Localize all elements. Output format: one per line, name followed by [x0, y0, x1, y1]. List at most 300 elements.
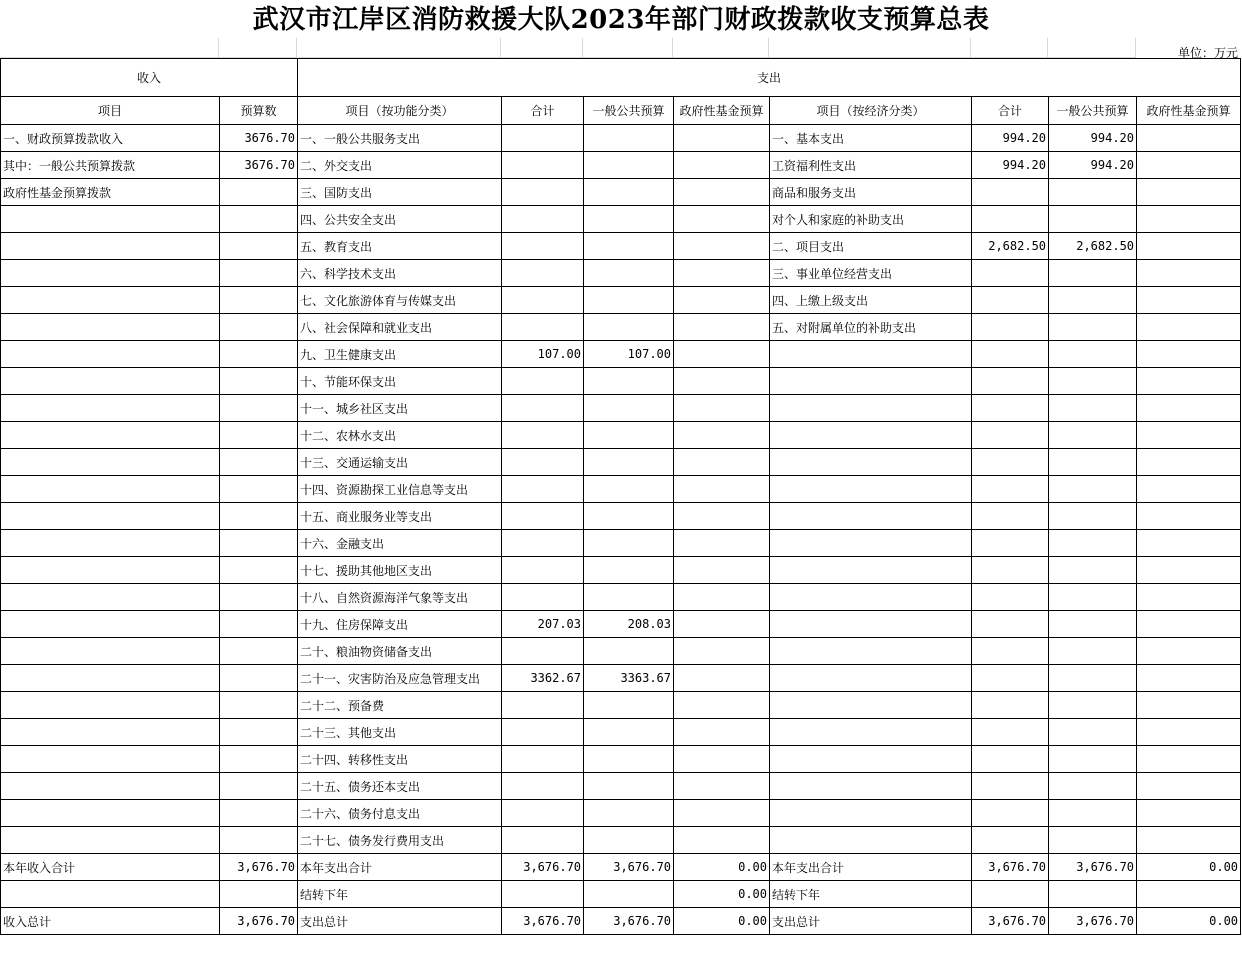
func-general-cell[interactable]: [584, 368, 674, 395]
econ-item-cell[interactable]: [770, 719, 972, 746]
econ-general-cell[interactable]: 2,682.50: [1049, 233, 1137, 260]
econ-fund-cell[interactable]: [1137, 233, 1241, 260]
func-total-cell[interactable]: [502, 287, 584, 314]
econ-item-cell[interactable]: [770, 584, 972, 611]
econ-total-cell[interactable]: [972, 341, 1049, 368]
func-item-cell[interactable]: 七、文化旅游体育与传媒支出: [298, 287, 502, 314]
income-item-cell[interactable]: [1, 314, 220, 341]
income-item-cell[interactable]: [1, 422, 220, 449]
econ-fund-cell[interactable]: [1137, 719, 1241, 746]
income-budget-cell[interactable]: [220, 422, 298, 449]
func-fund-cell[interactable]: [674, 746, 770, 773]
income-item-cell[interactable]: [1, 206, 220, 233]
func-general-cell[interactable]: [584, 530, 674, 557]
func-general-cell[interactable]: [584, 719, 674, 746]
func-item-cell[interactable]: 一、一般公共服务支出: [298, 125, 502, 152]
econ-fund-cell[interactable]: [1137, 368, 1241, 395]
income-item-cell[interactable]: [1, 341, 220, 368]
func-total-cell[interactable]: [502, 206, 584, 233]
func-general-cell[interactable]: [584, 476, 674, 503]
econ-item-cell[interactable]: [770, 665, 972, 692]
func-total-cell[interactable]: [502, 152, 584, 179]
func-general-cell[interactable]: [584, 314, 674, 341]
econ-total-cell[interactable]: 994.20: [972, 125, 1049, 152]
func-item-cell[interactable]: 十七、援助其他地区支出: [298, 557, 502, 584]
income-item-cell[interactable]: 其中：一般公共预算拨款: [1, 152, 220, 179]
func-item-cell[interactable]: 二十五、债务还本支出: [298, 773, 502, 800]
func-item-cell[interactable]: 九、卫生健康支出: [298, 341, 502, 368]
econ-item-cell[interactable]: 二、项目支出: [770, 233, 972, 260]
func-total-cell[interactable]: [502, 449, 584, 476]
econ-total-cell[interactable]: [972, 314, 1049, 341]
income-budget-cell[interactable]: 3,676.70: [220, 854, 298, 881]
econ-fund-cell[interactable]: [1137, 260, 1241, 287]
econ-item-cell[interactable]: [770, 449, 972, 476]
income-item-cell[interactable]: 政府性基金预算拨款: [1, 179, 220, 206]
income-budget-cell[interactable]: [220, 584, 298, 611]
func-item-cell[interactable]: 六、科学技术支出: [298, 260, 502, 287]
func-item-cell[interactable]: 结转下年: [298, 881, 502, 908]
econ-total-cell[interactable]: [972, 773, 1049, 800]
func-fund-cell[interactable]: [674, 449, 770, 476]
func-general-cell[interactable]: [584, 152, 674, 179]
econ-fund-cell[interactable]: [1137, 800, 1241, 827]
econ-general-cell[interactable]: [1049, 557, 1137, 584]
econ-general-cell[interactable]: [1049, 827, 1137, 854]
func-total-cell[interactable]: [502, 314, 584, 341]
income-budget-cell[interactable]: [220, 476, 298, 503]
econ-general-header[interactable]: 一般公共预算: [1049, 97, 1137, 125]
econ-fund-cell[interactable]: [1137, 557, 1241, 584]
func-total-cell[interactable]: [502, 638, 584, 665]
econ-general-cell[interactable]: 3,676.70: [1049, 854, 1137, 881]
func-total-cell[interactable]: 3,676.70: [502, 908, 584, 935]
econ-general-cell[interactable]: [1049, 530, 1137, 557]
income-item-cell[interactable]: [1, 719, 220, 746]
func-general-cell[interactable]: 208.03: [584, 611, 674, 638]
econ-total-cell[interactable]: [972, 665, 1049, 692]
func-total-cell[interactable]: [502, 125, 584, 152]
econ-fund-cell[interactable]: [1137, 206, 1241, 233]
econ-fund-cell[interactable]: [1137, 638, 1241, 665]
item-header[interactable]: 项目: [1, 97, 220, 125]
func-fund-cell[interactable]: [674, 314, 770, 341]
func-fund-cell[interactable]: [674, 665, 770, 692]
econ-total-cell[interactable]: [972, 827, 1049, 854]
econ-general-cell[interactable]: [1049, 746, 1137, 773]
func-fund-cell[interactable]: [674, 611, 770, 638]
func-item-cell[interactable]: 八、社会保障和就业支出: [298, 314, 502, 341]
func-item-cell[interactable]: 四、公共安全支出: [298, 206, 502, 233]
econ-total-cell[interactable]: 3,676.70: [972, 854, 1049, 881]
func-general-cell[interactable]: [584, 179, 674, 206]
income-budget-cell[interactable]: [220, 557, 298, 584]
func-total-cell[interactable]: [502, 260, 584, 287]
econ-general-cell[interactable]: [1049, 368, 1137, 395]
func-fund-cell[interactable]: [674, 287, 770, 314]
income-budget-cell[interactable]: [220, 530, 298, 557]
econ-total-cell[interactable]: [972, 287, 1049, 314]
econ-total-cell[interactable]: 3,676.70: [972, 908, 1049, 935]
econ-general-cell[interactable]: [1049, 800, 1137, 827]
econ-general-cell[interactable]: [1049, 638, 1137, 665]
econ-fund-cell[interactable]: [1137, 665, 1241, 692]
func-item-cell[interactable]: 十五、商业服务业等支出: [298, 503, 502, 530]
income-item-cell[interactable]: [1, 638, 220, 665]
income-item-cell[interactable]: [1, 611, 220, 638]
econ-total-cell[interactable]: [972, 692, 1049, 719]
income-item-cell[interactable]: [1, 287, 220, 314]
income-budget-cell[interactable]: [220, 179, 298, 206]
func-general-cell[interactable]: [584, 287, 674, 314]
blank-cell[interactable]: [673, 38, 769, 58]
func-fund-cell[interactable]: [674, 827, 770, 854]
income-budget-cell[interactable]: [220, 449, 298, 476]
econ-general-cell[interactable]: 994.20: [1049, 125, 1137, 152]
income-budget-cell[interactable]: 3676.70: [220, 152, 298, 179]
econ-item-cell[interactable]: [770, 368, 972, 395]
func-general-cell[interactable]: [584, 206, 674, 233]
func-general-cell[interactable]: [584, 692, 674, 719]
econ-total-cell[interactable]: [972, 719, 1049, 746]
econ-item-cell[interactable]: [770, 827, 972, 854]
econ-fund-cell[interactable]: [1137, 881, 1241, 908]
blank-cell[interactable]: [0, 38, 219, 58]
econ-fund-cell[interactable]: 0.00: [1137, 908, 1241, 935]
income-budget-cell[interactable]: [220, 719, 298, 746]
income-item-cell[interactable]: [1, 449, 220, 476]
blank-cell[interactable]: [583, 38, 673, 58]
func-item-cell[interactable]: 二十一、灾害防治及应急管理支出: [298, 665, 502, 692]
func-item-cell[interactable]: 十六、金融支出: [298, 530, 502, 557]
func-item-cell[interactable]: 十三、交通运输支出: [298, 449, 502, 476]
budget-header[interactable]: 预算数: [220, 97, 298, 125]
func-fund-cell[interactable]: [674, 584, 770, 611]
econ-item-cell[interactable]: 本年支出合计: [770, 854, 972, 881]
func-fund-cell[interactable]: 0.00: [674, 881, 770, 908]
func-total-cell[interactable]: [502, 179, 584, 206]
func-general-cell[interactable]: [584, 557, 674, 584]
econ-fund-cell[interactable]: [1137, 395, 1241, 422]
income-item-cell[interactable]: [1, 260, 220, 287]
income-item-cell[interactable]: [1, 476, 220, 503]
econ-item-cell[interactable]: [770, 422, 972, 449]
econ-total-cell[interactable]: [972, 557, 1049, 584]
econ-item-cell[interactable]: [770, 773, 972, 800]
income-budget-cell[interactable]: 3676.70: [220, 125, 298, 152]
income-budget-cell[interactable]: [220, 611, 298, 638]
income-budget-cell[interactable]: [220, 881, 298, 908]
econ-general-cell[interactable]: [1049, 719, 1137, 746]
econ-item-cell[interactable]: [770, 476, 972, 503]
func-item-cell[interactable]: 二十三、其他支出: [298, 719, 502, 746]
func-total-cell[interactable]: [502, 368, 584, 395]
func-general-cell[interactable]: [584, 584, 674, 611]
econ-item-header[interactable]: 项目（按经济分类）: [770, 97, 972, 125]
econ-item-cell[interactable]: 五、对附属单位的补助支出: [770, 314, 972, 341]
econ-total-cell[interactable]: [972, 476, 1049, 503]
econ-fund-cell[interactable]: [1137, 422, 1241, 449]
econ-fund-cell[interactable]: [1137, 692, 1241, 719]
econ-general-cell[interactable]: [1049, 287, 1137, 314]
func-fund-cell[interactable]: [674, 557, 770, 584]
econ-total-cell[interactable]: [972, 881, 1049, 908]
econ-fund-cell[interactable]: [1137, 287, 1241, 314]
func-general-cell[interactable]: [584, 881, 674, 908]
econ-general-cell[interactable]: [1049, 395, 1137, 422]
econ-fund-cell[interactable]: [1137, 314, 1241, 341]
econ-total-cell[interactable]: [972, 449, 1049, 476]
income-budget-cell[interactable]: [220, 800, 298, 827]
func-item-cell[interactable]: 十、节能环保支出: [298, 368, 502, 395]
func-general-cell[interactable]: [584, 638, 674, 665]
income-item-cell[interactable]: [1, 233, 220, 260]
econ-general-cell[interactable]: [1049, 449, 1137, 476]
income-budget-cell[interactable]: [220, 287, 298, 314]
income-budget-cell[interactable]: [220, 314, 298, 341]
func-total-header[interactable]: 合计: [502, 97, 584, 125]
income-item-cell[interactable]: 一、财政预算拨款收入: [1, 125, 220, 152]
econ-total-cell[interactable]: [972, 368, 1049, 395]
econ-general-cell[interactable]: [1049, 611, 1137, 638]
func-fund-cell[interactable]: [674, 800, 770, 827]
econ-fund-cell[interactable]: 0.00: [1137, 854, 1241, 881]
func-total-cell[interactable]: [502, 233, 584, 260]
econ-general-cell[interactable]: 994.20: [1049, 152, 1137, 179]
blank-cell[interactable]: [297, 38, 501, 58]
econ-fund-cell[interactable]: [1137, 584, 1241, 611]
econ-fund-cell[interactable]: [1137, 179, 1241, 206]
func-fund-cell[interactable]: [674, 341, 770, 368]
expense-header[interactable]: 支出: [298, 59, 1241, 97]
income-budget-cell[interactable]: [220, 341, 298, 368]
econ-general-cell[interactable]: [1049, 260, 1137, 287]
func-item-cell[interactable]: 三、国防支出: [298, 179, 502, 206]
func-fund-header[interactable]: 政府性基金预算: [674, 97, 770, 125]
econ-item-cell[interactable]: 对个人和家庭的补助支出: [770, 206, 972, 233]
income-budget-cell[interactable]: [220, 503, 298, 530]
income-item-cell[interactable]: [1, 800, 220, 827]
econ-item-cell[interactable]: 三、事业单位经营支出: [770, 260, 972, 287]
func-item-cell[interactable]: 二十七、债务发行费用支出: [298, 827, 502, 854]
econ-general-cell[interactable]: [1049, 206, 1137, 233]
income-item-cell[interactable]: [1, 773, 220, 800]
econ-total-cell[interactable]: 994.20: [972, 152, 1049, 179]
econ-total-cell[interactable]: [972, 800, 1049, 827]
econ-general-cell[interactable]: [1049, 692, 1137, 719]
func-total-cell[interactable]: [502, 476, 584, 503]
func-fund-cell[interactable]: [674, 422, 770, 449]
econ-general-cell[interactable]: [1049, 773, 1137, 800]
econ-general-cell[interactable]: 3,676.70: [1049, 908, 1137, 935]
func-general-cell[interactable]: [584, 260, 674, 287]
econ-total-cell[interactable]: [972, 611, 1049, 638]
econ-item-cell[interactable]: 一、基本支出: [770, 125, 972, 152]
income-budget-cell[interactable]: [220, 665, 298, 692]
econ-fund-cell[interactable]: [1137, 152, 1241, 179]
func-total-cell[interactable]: [502, 881, 584, 908]
func-total-cell[interactable]: [502, 800, 584, 827]
func-general-cell[interactable]: 3,676.70: [584, 908, 674, 935]
income-budget-cell[interactable]: [220, 746, 298, 773]
econ-item-cell[interactable]: [770, 746, 972, 773]
income-item-cell[interactable]: [1, 692, 220, 719]
econ-fund-cell[interactable]: [1137, 125, 1241, 152]
func-fund-cell[interactable]: [674, 503, 770, 530]
econ-fund-cell[interactable]: [1137, 773, 1241, 800]
func-total-cell[interactable]: [502, 719, 584, 746]
func-fund-cell[interactable]: [674, 476, 770, 503]
econ-total-cell[interactable]: [972, 584, 1049, 611]
func-total-cell[interactable]: [502, 557, 584, 584]
func-item-cell[interactable]: 十八、自然资源海洋气象等支出: [298, 584, 502, 611]
econ-item-cell[interactable]: [770, 530, 972, 557]
func-fund-cell[interactable]: [674, 179, 770, 206]
func-general-cell[interactable]: 107.00: [584, 341, 674, 368]
econ-total-cell[interactable]: [972, 206, 1049, 233]
econ-total-cell[interactable]: [972, 179, 1049, 206]
econ-item-cell[interactable]: 支出总计: [770, 908, 972, 935]
func-total-cell[interactable]: [502, 503, 584, 530]
income-item-cell[interactable]: [1, 530, 220, 557]
income-budget-cell[interactable]: [220, 827, 298, 854]
func-general-cell[interactable]: [584, 800, 674, 827]
income-item-cell[interactable]: [1, 557, 220, 584]
func-item-cell[interactable]: 二、外交支出: [298, 152, 502, 179]
income-budget-cell[interactable]: [220, 233, 298, 260]
econ-fund-cell[interactable]: [1137, 341, 1241, 368]
blank-cell[interactable]: [769, 38, 971, 58]
func-item-cell[interactable]: 二十六、债务付息支出: [298, 800, 502, 827]
func-fund-cell[interactable]: [674, 152, 770, 179]
econ-item-cell[interactable]: [770, 638, 972, 665]
func-fund-cell[interactable]: [674, 260, 770, 287]
income-budget-cell[interactable]: [220, 368, 298, 395]
income-header[interactable]: 收入: [1, 59, 298, 97]
func-item-header[interactable]: 项目（按功能分类）: [298, 97, 502, 125]
income-budget-cell[interactable]: [220, 773, 298, 800]
func-item-cell[interactable]: 二十二、预备费: [298, 692, 502, 719]
func-item-cell[interactable]: 二十、粮油物资储备支出: [298, 638, 502, 665]
econ-general-cell[interactable]: [1049, 179, 1137, 206]
func-item-cell[interactable]: 五、教育支出: [298, 233, 502, 260]
func-total-cell[interactable]: 107.00: [502, 341, 584, 368]
econ-fund-header[interactable]: 政府性基金预算: [1137, 97, 1241, 125]
func-general-header[interactable]: 一般公共预算: [584, 97, 674, 125]
income-item-cell[interactable]: [1, 503, 220, 530]
func-fund-cell[interactable]: [674, 368, 770, 395]
econ-item-cell[interactable]: [770, 800, 972, 827]
econ-item-cell[interactable]: 四、上缴上级支出: [770, 287, 972, 314]
income-budget-cell[interactable]: [220, 206, 298, 233]
econ-item-cell[interactable]: [770, 341, 972, 368]
func-general-cell[interactable]: 3363.67: [584, 665, 674, 692]
func-total-cell[interactable]: [502, 422, 584, 449]
income-budget-cell[interactable]: [220, 395, 298, 422]
econ-total-cell[interactable]: [972, 422, 1049, 449]
econ-general-cell[interactable]: [1049, 584, 1137, 611]
func-fund-cell[interactable]: [674, 719, 770, 746]
econ-item-cell[interactable]: [770, 692, 972, 719]
income-item-cell[interactable]: 本年收入合计: [1, 854, 220, 881]
func-general-cell[interactable]: [584, 449, 674, 476]
econ-fund-cell[interactable]: [1137, 449, 1241, 476]
income-item-cell[interactable]: [1, 584, 220, 611]
func-fund-cell[interactable]: [674, 692, 770, 719]
econ-fund-cell[interactable]: [1137, 746, 1241, 773]
econ-general-cell[interactable]: [1049, 665, 1137, 692]
func-item-cell[interactable]: 支出总计: [298, 908, 502, 935]
econ-item-cell[interactable]: 商品和服务支出: [770, 179, 972, 206]
func-fund-cell[interactable]: 0.00: [674, 854, 770, 881]
func-total-cell[interactable]: 3,676.70: [502, 854, 584, 881]
econ-total-cell[interactable]: [972, 395, 1049, 422]
func-total-cell[interactable]: [502, 584, 584, 611]
func-item-cell[interactable]: 二十四、转移性支出: [298, 746, 502, 773]
func-general-cell[interactable]: [584, 125, 674, 152]
econ-fund-cell[interactable]: [1137, 530, 1241, 557]
func-total-cell[interactable]: [502, 746, 584, 773]
income-item-cell[interactable]: [1, 827, 220, 854]
econ-item-cell[interactable]: [770, 557, 972, 584]
income-item-cell[interactable]: [1, 881, 220, 908]
func-item-cell[interactable]: 十一、城乡社区支出: [298, 395, 502, 422]
func-total-cell[interactable]: [502, 530, 584, 557]
income-item-cell[interactable]: [1, 368, 220, 395]
econ-fund-cell[interactable]: [1137, 476, 1241, 503]
econ-general-cell[interactable]: [1049, 422, 1137, 449]
blank-cell[interactable]: [501, 38, 583, 58]
income-budget-cell[interactable]: [220, 692, 298, 719]
func-fund-cell[interactable]: [674, 773, 770, 800]
func-general-cell[interactable]: [584, 827, 674, 854]
func-general-cell[interactable]: [584, 395, 674, 422]
func-total-cell[interactable]: [502, 827, 584, 854]
econ-general-cell[interactable]: [1049, 881, 1137, 908]
func-fund-cell[interactable]: [674, 530, 770, 557]
func-item-cell[interactable]: 十四、资源勘探工业信息等支出: [298, 476, 502, 503]
func-total-cell[interactable]: [502, 692, 584, 719]
econ-item-cell[interactable]: [770, 395, 972, 422]
income-budget-cell[interactable]: [220, 638, 298, 665]
func-fund-cell[interactable]: [674, 395, 770, 422]
func-item-cell[interactable]: 本年支出合计: [298, 854, 502, 881]
econ-total-cell[interactable]: [972, 746, 1049, 773]
blank-cell[interactable]: [1048, 38, 1136, 58]
econ-fund-cell[interactable]: [1137, 827, 1241, 854]
func-item-cell[interactable]: 十九、住房保障支出: [298, 611, 502, 638]
econ-item-cell[interactable]: 工资福利性支出: [770, 152, 972, 179]
func-general-cell[interactable]: [584, 503, 674, 530]
econ-item-cell[interactable]: 结转下年: [770, 881, 972, 908]
econ-total-cell[interactable]: [972, 503, 1049, 530]
econ-total-cell[interactable]: [972, 638, 1049, 665]
income-item-cell[interactable]: [1, 746, 220, 773]
econ-general-cell[interactable]: [1049, 503, 1137, 530]
func-total-cell[interactable]: 3362.67: [502, 665, 584, 692]
func-total-cell[interactable]: 207.03: [502, 611, 584, 638]
func-total-cell[interactable]: [502, 773, 584, 800]
econ-fund-cell[interactable]: [1137, 503, 1241, 530]
econ-general-cell[interactable]: [1049, 476, 1137, 503]
func-fund-cell[interactable]: [674, 125, 770, 152]
func-fund-cell[interactable]: [674, 206, 770, 233]
income-budget-cell[interactable]: 3,676.70: [220, 908, 298, 935]
econ-general-cell[interactable]: [1049, 314, 1137, 341]
econ-total-cell[interactable]: [972, 260, 1049, 287]
func-fund-cell[interactable]: 0.00: [674, 908, 770, 935]
econ-total-header[interactable]: 合计: [972, 97, 1049, 125]
